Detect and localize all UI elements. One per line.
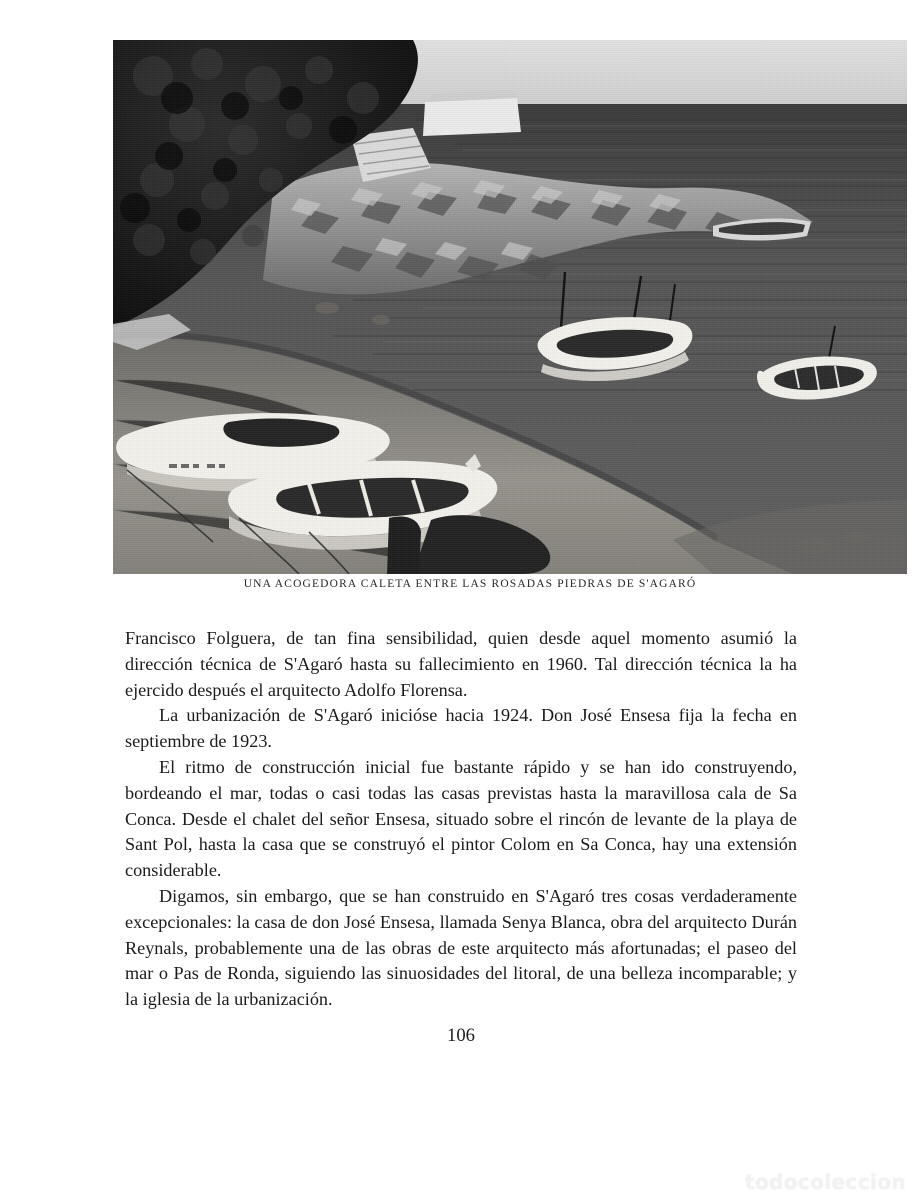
photo-scene (113, 40, 907, 574)
photo-caption: UNA ACOGEDORA CALETA ENTRE LAS ROSADAS PIEDRAS DE S'AGARÓ (243, 578, 697, 590)
cove-photograph (113, 40, 907, 574)
paragraph-2: La urbanización de S'Agaró inicióse hacia 1924. Don José Ensesa fija la fecha en septiembre de 1923. (125, 705, 797, 752)
beach-barrel (387, 517, 421, 574)
todocoleccion-watermark: todocoleccion (744, 1170, 906, 1194)
paragraph-4: Digamos, sin embargo, que se han construido en S'Agaró tres cosas verdaderamente excepcionales: la casa de don José Ensesa, llamada Senya Blanca, obra del arquitecto Durán Reynals, probablemente una de las obras de este arquitecto más afortunadas; el paseo del mar o Pas de Ronda, siguiendo las sinuosidades del litoral, de una belleza incomparable; y la iglesia de la urbanización. (125, 885, 797, 1010)
paragraph-1: Francisco Folguera, de tan fina sensibilidad, quien desde aquel momento asumió la dirección técnica de S'Agaró hasta su fallecimiento en 1960. Tal dirección técnica la ha ejercido después el arquitecto Adolfo Florensa. (125, 628, 797, 700)
body-text (125, 626, 797, 1013)
photo-figure (113, 40, 907, 574)
white-building (423, 98, 521, 136)
page-number: 106 (447, 1025, 475, 1046)
paragraph-3: El ritmo de construcción inicial fue bastante rápido y se han ido construyendo, bordeando el mar, todas o casi todas las casas previstas hasta la maravillosa cala de Sa Conca. Desde el chalet del señor Ensesa, situado sobre el rincón de levante de la playa de Sant Pol, hasta la casa que se construyó el pintor Colom en Sa Conca, hay una extensión considerable. (125, 756, 797, 881)
